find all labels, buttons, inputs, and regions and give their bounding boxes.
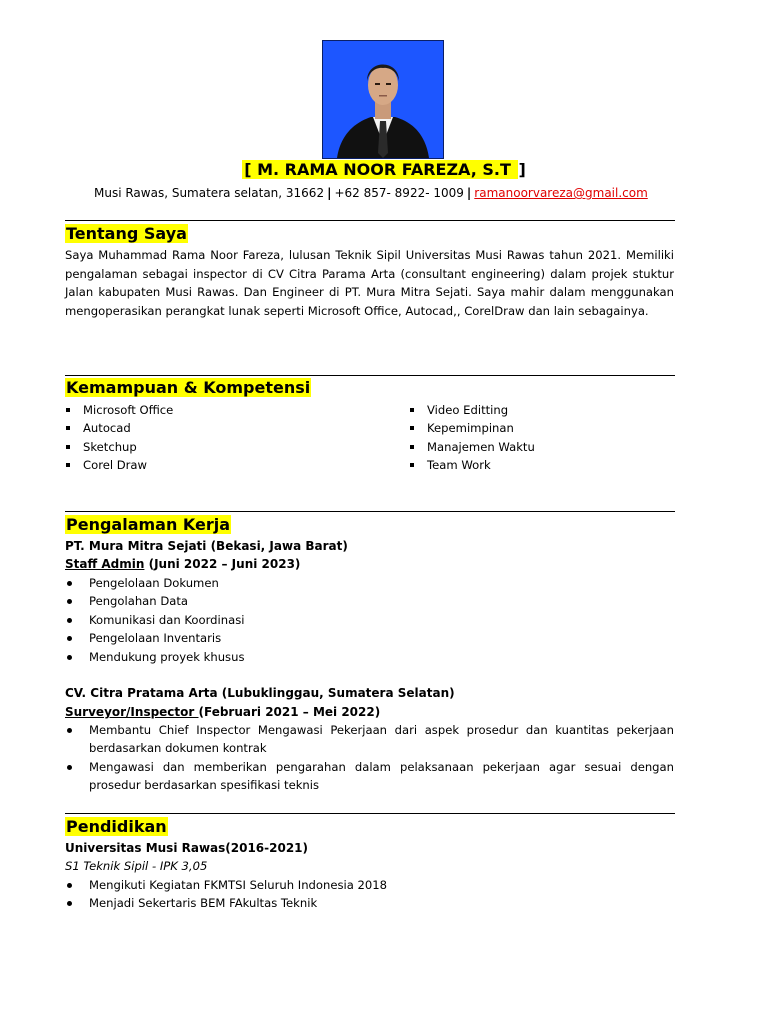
divider (65, 220, 675, 221)
square-bullet-icon (410, 408, 414, 412)
bullet-icon (67, 901, 72, 906)
square-bullet-icon (66, 426, 70, 430)
skill-item: Sketchup (65, 438, 173, 456)
job-tasks-list (65, 574, 674, 666)
bullet-icon (67, 636, 72, 641)
skills-column-right (409, 401, 535, 475)
section-title-experience: Pengalaman Kerja (66, 515, 231, 534)
square-bullet-icon (410, 426, 414, 430)
school-name: Universitas Musi Rawas(2016-2021) (65, 841, 309, 855)
section-title-skills: Kemampuan & Kompetensi (66, 378, 311, 397)
job-role: Staff Admin (Juni 2022 – Juni 2023) (65, 557, 301, 571)
list-item: Komunikasi dan Koordinasi (65, 611, 674, 629)
job-company: CV. Citra Pratama Arta (Lubuklinggau, Sumatera Selatan) (65, 686, 455, 700)
bullet-icon (67, 618, 72, 623)
name-text: M. RAMA NOOR FAREZA, S.T (257, 160, 511, 179)
skills-column-left (65, 401, 173, 475)
bullet-icon (67, 655, 72, 660)
list-item: Pengolahan Data (65, 592, 674, 610)
job-company: PT. Mura Mitra Sejati (Bekasi, Jawa Barat) (65, 539, 348, 553)
square-bullet-icon (410, 463, 414, 467)
skill-item: Video Editting (409, 401, 535, 419)
email-link[interactable]: ramanoorvareza@gmail.com (474, 186, 648, 200)
job-role: Surveyor/Inspector (Februari 2021 – Mei 2022) (65, 705, 381, 719)
square-bullet-icon (66, 463, 70, 467)
contact-line (94, 185, 674, 201)
separator: | (327, 186, 332, 200)
section-title-about: Tentang Saya (66, 224, 187, 243)
name-bracket-close: ] (518, 160, 526, 179)
job-tasks-list (65, 721, 674, 795)
bullet-icon (67, 599, 72, 604)
square-bullet-icon (66, 408, 70, 412)
phone-text: +62 857- 8922- 1009 (334, 186, 464, 200)
bullet-icon (67, 728, 72, 733)
list-item: Menjadi Sekertaris BEM FAkultas Teknik (65, 894, 674, 912)
separator: | (466, 186, 472, 200)
list-item: Pengelolaan Dokumen (65, 574, 674, 592)
name-bracket-open: [ (244, 160, 252, 179)
skill-item: Corel Draw (65, 456, 173, 474)
bullet-icon (67, 883, 72, 888)
list-item: Mendukung proyek khusus (65, 648, 674, 666)
section-title-education: Pendidikan (66, 817, 167, 836)
applicant-name (0, 160, 768, 180)
bullet-icon (67, 765, 72, 770)
bullet-icon (67, 581, 72, 586)
list-item: Pengelolaan Inventaris (65, 629, 674, 647)
skill-item: Microsoft Office (65, 401, 173, 419)
address-text: Musi Rawas, Sumatera selatan, 31662 (94, 186, 325, 200)
divider (65, 813, 675, 814)
skill-item: Autocad (65, 419, 173, 437)
list-item: Membantu Chief Inspector Mengawasi Pekerjaan dari aspek prosedur dan kuantitas pekerjaan berdasarkan dokumen kontrak (65, 721, 674, 758)
list-item: Mengikuti Kegiatan FKMTSI Seluruh Indonesia 2018 (65, 876, 674, 894)
square-bullet-icon (410, 445, 414, 449)
list-item: Mengawasi dan memberikan pengarahan dalam pelaksanaan pekerjaan agar sesuai dengan prosedur berdasarkan spesifikasi teknis (65, 758, 674, 795)
profile-photo (322, 40, 444, 159)
square-bullet-icon (66, 445, 70, 449)
skill-item: Team Work (409, 456, 535, 474)
skill-item: Manajemen Waktu (409, 438, 535, 456)
about-paragraph: Saya Muhammad Rama Noor Fareza, lulusan Teknik Sipil Universitas Musi Rawas tahun 2021. Memiliki pengalaman sebagai inspector di CV Citra Parama Arta (consultant engineering) dalam projek stuktur Jalan kabupaten Musi Rawas. Dan Engineer di PT. Mura Mitra Sejati. Saya mahir dalam menggunakan mengoperasikan perangkat lunak seperti Microsoft Office, Autocad,, CorelDraw dan lain sebagainya. (65, 248, 674, 318)
skill-item: Kepemimpinan (409, 419, 535, 437)
education-list (65, 876, 674, 913)
divider (65, 375, 675, 376)
divider (65, 511, 675, 512)
degree-text: S1 Teknik Sipil - IPK 3,05 (65, 859, 208, 873)
